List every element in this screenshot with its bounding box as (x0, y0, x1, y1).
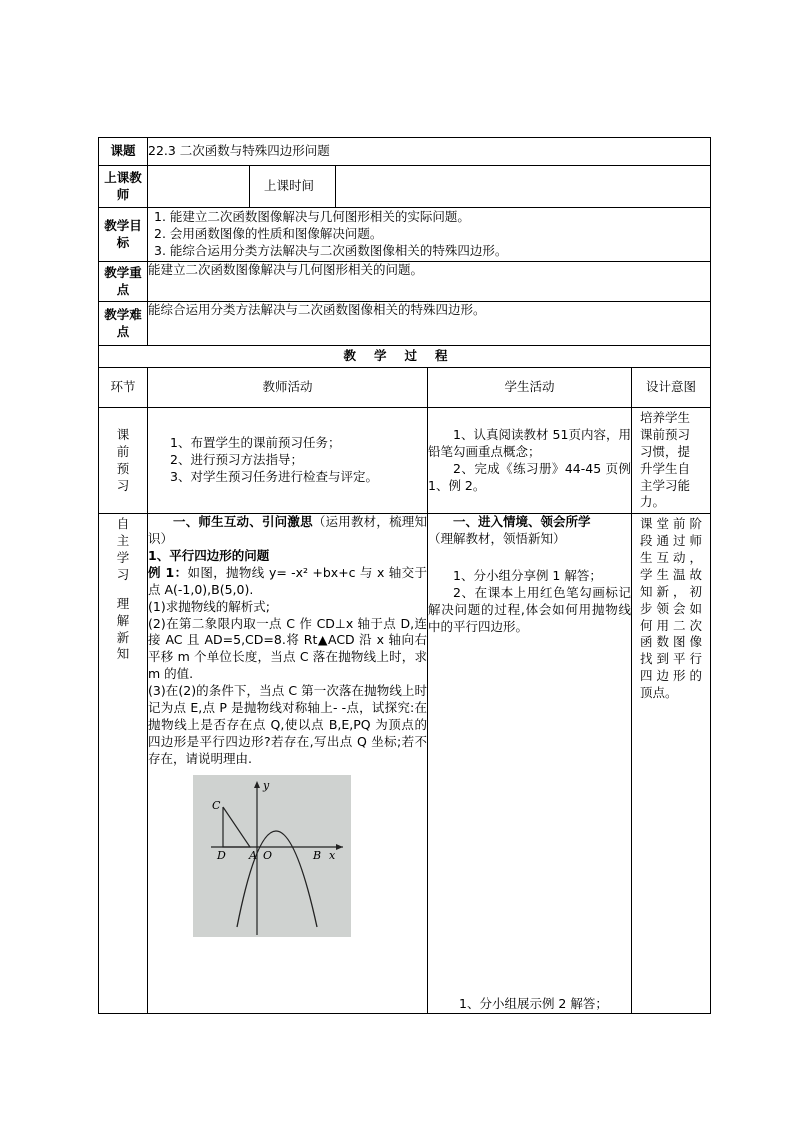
label-d: D (217, 849, 226, 863)
student-bottom-item: 1、分小组展示例 2 解答； (459, 996, 608, 1012)
example-label: 例 1： (148, 564, 188, 580)
teacher-heading: 一、师生互动、引问激思 (173, 514, 313, 530)
time-value (336, 166, 711, 208)
process-title: 教学过程 (99, 346, 711, 368)
col-student: 学生活动 (428, 368, 632, 408)
parabola-svg (193, 775, 351, 937)
question-2: (2)在第二象限内取一点 C 作 CD⊥x 轴于点 D,连接 AC 且 AD=5,CD=8.将 Rt▲ACD 沿 x 轴向右平移 m 个单位长度，当点 C 落在抛物线上时，求 m 的值. (148, 615, 427, 682)
label-y: y (263, 779, 270, 793)
student-heading-note: （理解教材，领悟新知） (428, 531, 566, 547)
teacher-preview-cell (148, 408, 428, 514)
stage-preview: 课前预习 (99, 408, 148, 514)
col-design: 设计意图 (632, 368, 711, 408)
teacher-activity-cell (148, 514, 428, 1014)
student-preview-item: 1、认真阅读教材 51页内容，用铅笔勾画重点概念； (428, 426, 631, 459)
design-autonomous: 课堂前阶段通过师生互动，学生温故知新，初步领会如何用二次函数图像找到平行四边形的顶点。 (632, 514, 711, 1014)
x-axis-arrow (336, 844, 343, 850)
stage-autonomous (99, 514, 148, 1014)
goals-cell (148, 208, 711, 262)
label-b: B (313, 849, 322, 863)
example-text: 如图，抛物线 y= -x² +bx+c 与 x 轴交于点 A(-1,0),B(5,0). (148, 564, 427, 597)
label-a: A (249, 849, 257, 863)
teacher-preview-item: 3、对学生预习任务进行检查与评定。 (170, 469, 378, 485)
difficulty-value: 能综合运用分类方法解决与二次函数图像相关的特殊四边形。 (148, 302, 711, 346)
student-preview-cell (428, 408, 632, 514)
question-3: (3)在(2)的条件下，当点 C 第一次落在抛物线上时记为点 E,点 P 是抛物线对称轴上- -点，试探究:在抛物线上是否存在点 Q,使以点 B,E,PQ 为顶点的四边形是平行四边形?若存在,写出点 Q 坐标;若不存在，请说明理由. (148, 683, 427, 766)
col-stage: 环节 (99, 368, 148, 408)
student-item: 2、在课本上用红色笔勾画标记解决问题的过程,体会如何用抛物线中的平行四边形。 (428, 584, 631, 634)
label-o: O (263, 849, 273, 863)
y-axis-arrow (254, 781, 260, 788)
time-label: 上课时间 (250, 166, 336, 208)
goals-label: 教学目标 (99, 208, 148, 262)
design-preview: 培养学生课前预习习惯，提升学生自主学习能力。 (632, 408, 711, 514)
stage-autonomous-b: 理解新知 (116, 595, 130, 662)
student-heading: 一、进入情境、领会所学 (453, 514, 591, 530)
teacher-preview-item: 1、布置学生的课前预习任务； (170, 435, 341, 451)
topic-value: 22.3 二次函数与特殊四边形问题 (148, 138, 711, 166)
label-x: x (329, 849, 336, 863)
key-value: 能建立二次函数图像解决与几何图形相关的问题。 (148, 262, 711, 302)
student-activity-cell (428, 514, 632, 1014)
teacher-value (148, 166, 250, 208)
lesson-plan-table (98, 137, 711, 1014)
key-label: 教学重点 (99, 262, 148, 302)
sub-heading: 1、平行四边形的问题 (148, 548, 270, 563)
teacher-label: 上课教师 (99, 166, 148, 208)
goal-item: 3. 能综合运用分类方法解决与二次函数图像相关的特殊四边形。 (154, 242, 508, 258)
teacher-heading-note: （运用教材，梳理知识） (148, 514, 427, 547)
triangle-acd (223, 807, 250, 847)
student-preview-item: 2、完成《练习册》44-45 页例 1、例 2。 (428, 460, 631, 493)
parabola-graph (193, 775, 351, 937)
label-c: C (212, 799, 221, 813)
stage-autonomous-a: 自主学习 (116, 516, 130, 582)
student-item: 1、分小组分享例 1 解答； (453, 568, 602, 583)
question-1: (1)求抛物线的解析式; (148, 598, 270, 614)
example-line (148, 565, 427, 599)
goals-list (148, 209, 710, 260)
goal-item: 2. 会用函数图像的性质和图像解决问题。 (154, 226, 383, 242)
difficulty-label: 教学难点 (99, 302, 148, 346)
teacher-heading-line (148, 514, 427, 548)
col-teacher: 教师活动 (148, 368, 428, 408)
topic-label: 课题 (99, 138, 148, 166)
teacher-preview-item: 2、进行预习方法指导； (170, 452, 303, 468)
goal-item: 1. 能建立二次函数图像解决与几何图形相关的实际问题。 (154, 209, 470, 225)
